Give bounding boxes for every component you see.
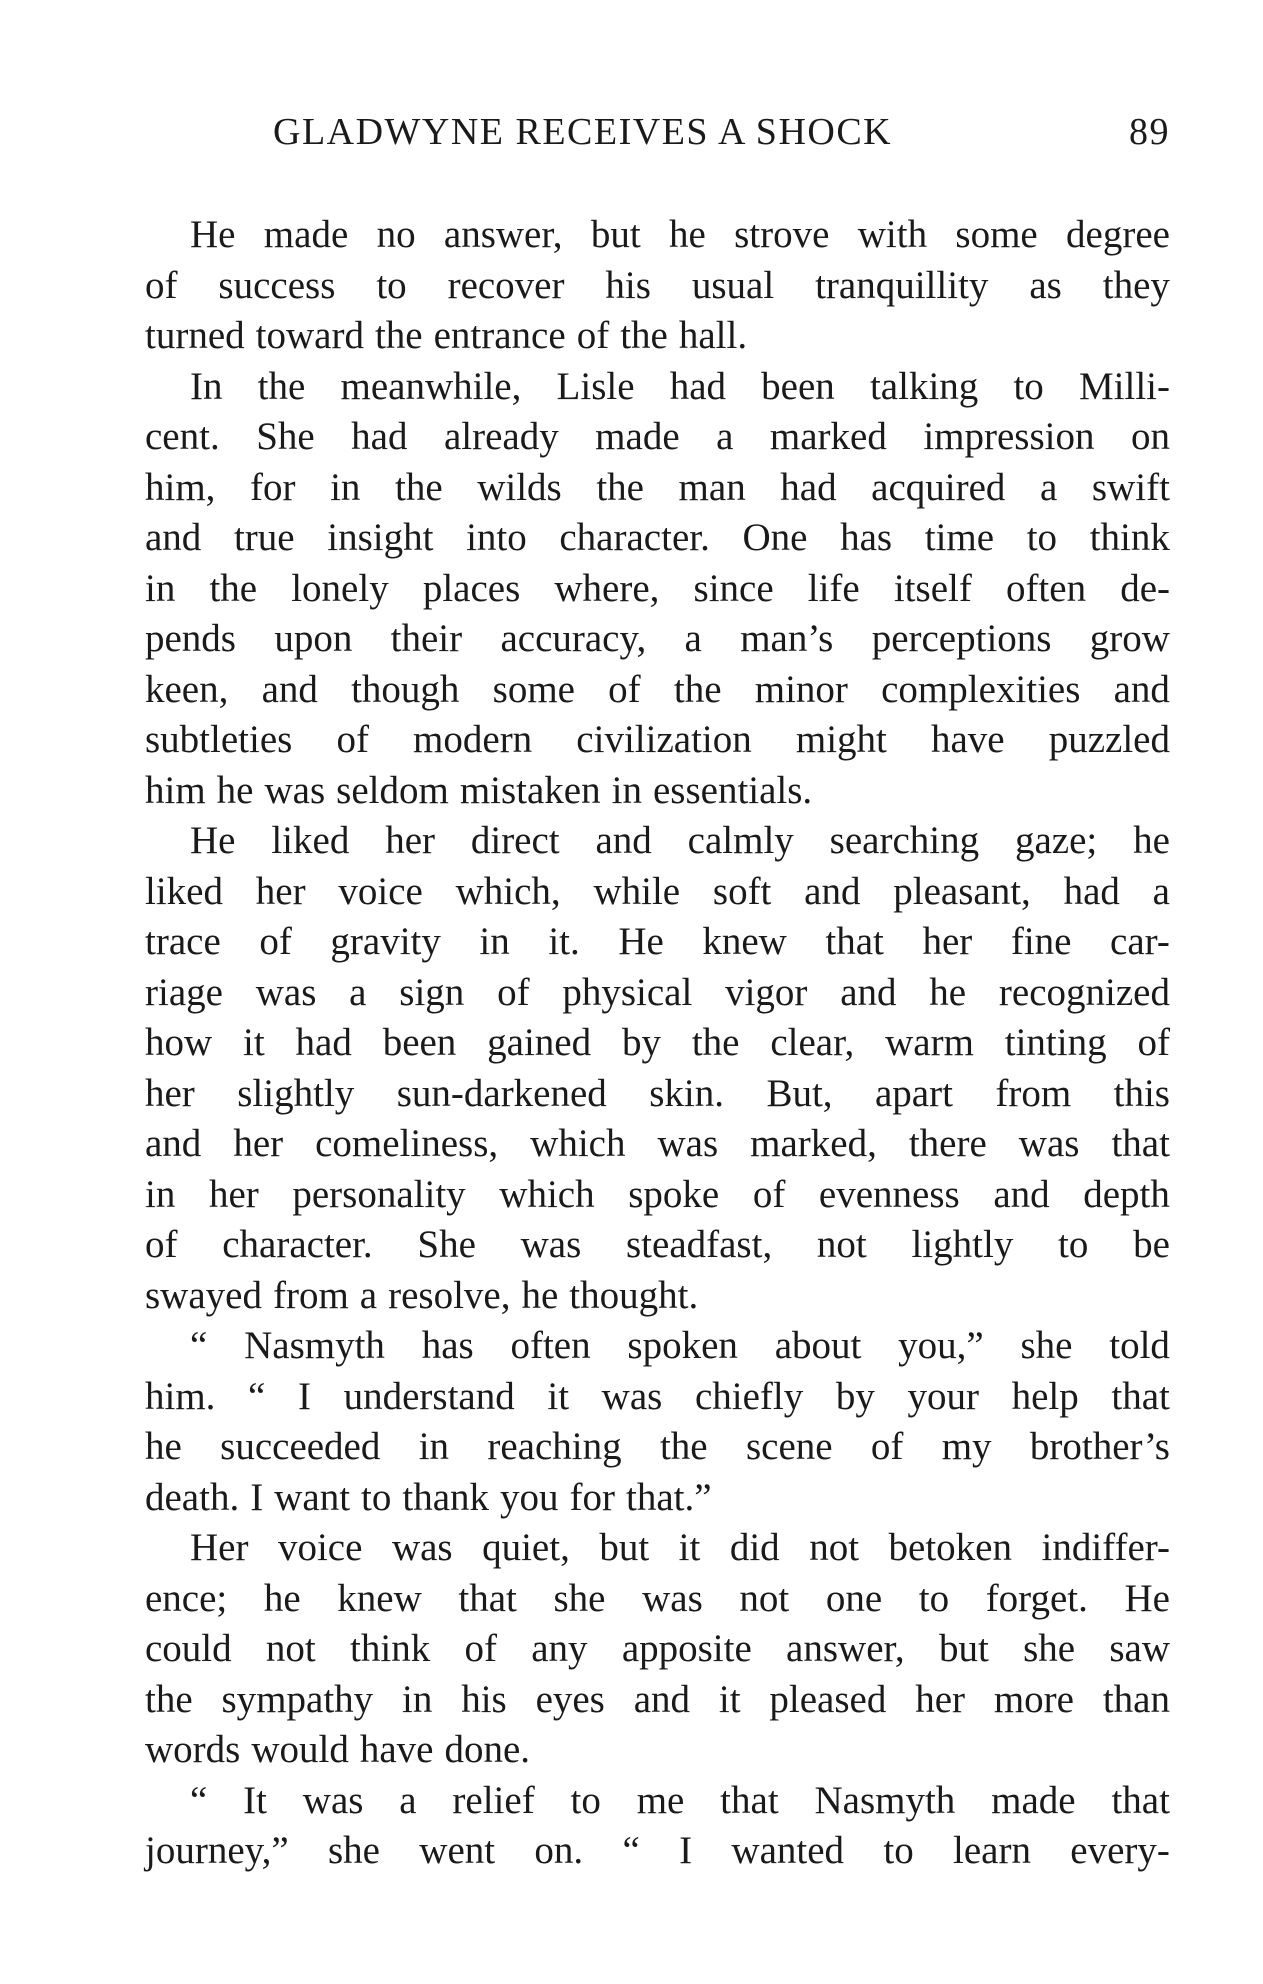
text-line: in her personality which spoke of evenness and depth — [145, 1172, 1170, 1216]
body-text — [145, 210, 1170, 1877]
text-line: how it had been gained by the clear, warm tinting of — [145, 1021, 1170, 1064]
text-line: pends upon their accuracy, a man’s perceptions grow — [145, 617, 1170, 660]
chapter-title: GLADWYNE RECEIVES A SHOCK — [273, 111, 893, 153]
text-line: He liked her direct and calmly searching gaze; he — [190, 819, 1170, 862]
text-line: liked her voice which, while soft and pleasant, had a — [145, 869, 1170, 913]
text-line: swayed from a resolve, he thought. — [145, 1273, 699, 1317]
text-line: him. “ I understand it was chiefly by your help that — [145, 1374, 1170, 1418]
text-line: “ Nasmyth has often spoken about you,” she told — [190, 1324, 1170, 1367]
text-line: keen, and though some of the minor complexities and — [145, 667, 1170, 711]
text-line: the sympathy in his eyes and it pleased her more than — [145, 1677, 1170, 1721]
text-line: could not think of any apposite answer, but she saw — [145, 1627, 1170, 1670]
text-line: in the lonely places where, since life itself often de- — [145, 566, 1170, 610]
book-page — [145, 110, 1170, 1877]
text-line: turned toward the entrance of the hall. — [145, 314, 748, 357]
text-line: cent. She had already made a marked impression on — [145, 415, 1170, 458]
text-line: of success to recover his usual tranquillity as they — [145, 263, 1170, 307]
text-line: death. I want to thank you for that.” — [145, 1475, 712, 1519]
text-line: trace of gravity in it. He knew that her fine car- — [145, 920, 1170, 963]
text-line: He made no answer, but he strove with some degree — [190, 213, 1170, 256]
text-line: ence; he knew that she was not one to forget. He — [145, 1576, 1170, 1620]
running-head — [145, 110, 1170, 170]
text-line: In the meanwhile, Lisle had been talking to Milli- — [190, 364, 1170, 408]
text-line: and true insight into character. One has time to think — [145, 516, 1170, 559]
text-line: him he was seldom mistaken in essentials. — [145, 768, 813, 812]
text-line: journey,” she went on. “ I wanted to learn every- — [145, 1829, 1170, 1872]
text-line: of character. She was steadfast, not lightly to be — [145, 1223, 1170, 1266]
text-line: Her voice was quiet, but it did not betoken indiffer- — [190, 1526, 1170, 1569]
page-number: 89 — [1129, 111, 1170, 153]
text-line: him, for in the wilds the man had acquired a swift — [145, 465, 1170, 509]
text-line: her slightly sun-darkened skin. But, apart from this — [145, 1071, 1170, 1115]
text-line: he succeeded in reaching the scene of my brother’s — [145, 1425, 1170, 1468]
text-line: subtleties of modern civilization might have puzzled — [145, 718, 1170, 761]
text-line: and her comeliness, which was marked, there was that — [145, 1122, 1170, 1165]
text-line: words would have done. — [145, 1728, 531, 1771]
text-line: riage was a sign of physical vigor and he recognized — [145, 970, 1170, 1014]
text-line: “ It was a relief to me that Nasmyth made that — [190, 1778, 1170, 1822]
